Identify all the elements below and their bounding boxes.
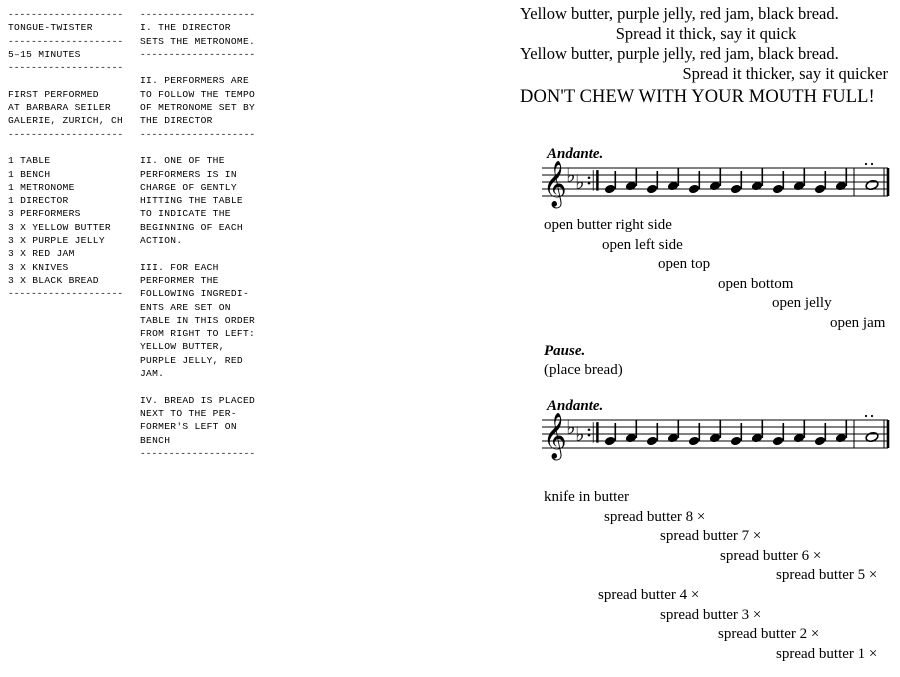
mono-line: BEGINNING OF EACH xyxy=(140,221,243,233)
flat-icon: ♭ xyxy=(575,170,585,194)
mono-line: CHARGE OF GENTLY xyxy=(140,181,237,193)
pause-note: (place bread) xyxy=(544,362,623,378)
cut-time-icon: 𝄇 xyxy=(586,167,599,197)
verse-line: Yellow butter, purple jelly, red jam, black bread. xyxy=(520,44,839,63)
staff-svg-one xyxy=(536,160,894,212)
action-line: open left side xyxy=(602,236,683,253)
tempo-marking-one: Andante. xyxy=(547,146,604,162)
materials-block xyxy=(8,154,133,300)
mono-line: OF METRONOME SET BY xyxy=(140,102,256,114)
mono-line: 3 X BLACK BREAD xyxy=(8,274,99,286)
mono-line: 3 X RED JAM xyxy=(8,248,75,260)
mono-line: 1 TABLE xyxy=(8,155,51,167)
premiere-block xyxy=(8,88,133,141)
action-line: open jelly xyxy=(772,295,832,312)
mono-line: 3 X YELLOW BUTTER xyxy=(8,221,111,233)
mono-line: III. FOR EACH xyxy=(140,261,219,273)
verse-line: Spread it thicker, say it quicker xyxy=(682,64,888,83)
music-staff-one xyxy=(536,160,894,212)
mono-line: NEXT TO THE PER- xyxy=(140,407,237,419)
score-instructions-pane xyxy=(0,0,300,677)
pause-label: Pause. xyxy=(544,343,586,359)
action-line: open jam xyxy=(830,314,886,331)
mono-line: FIRST PERFORMED xyxy=(8,88,99,100)
mono-line: TO FOLLOW THE TEMPO xyxy=(140,88,256,100)
mono-line: PURPLE JELLY, RED xyxy=(140,354,243,366)
treble-clef-icon: 𝄞 xyxy=(543,161,567,207)
shout-line: DON'T CHEW WITH YOUR MOUTH FULL! xyxy=(520,87,875,107)
mono-line: -------------------- xyxy=(8,62,124,74)
piece-pane xyxy=(520,0,900,677)
mono-line: PERFORMER THE xyxy=(140,274,219,286)
flat-icon: ♭ xyxy=(575,422,585,446)
title-block xyxy=(8,8,133,74)
mono-line: -------------------- xyxy=(140,48,256,60)
mono-line: TO INDICATE THE xyxy=(140,208,231,220)
action-line: spread butter 1 × xyxy=(776,645,878,662)
mono-line: PERFORMERS IS IN xyxy=(140,168,237,180)
mono-line: HITTING THE TABLE xyxy=(140,195,243,207)
action-line: spread butter 7 × xyxy=(660,528,762,545)
instruction-i xyxy=(140,8,265,61)
mono-line: THE DIRECTOR xyxy=(140,115,213,127)
mono-line: II. PERFORMERS ARE xyxy=(140,75,250,87)
action-line: spread butter 6 × xyxy=(720,547,822,564)
tempo-marking-two: Andante. xyxy=(547,398,604,414)
staff-svg-two xyxy=(536,412,894,464)
action-line: spread butter 3 × xyxy=(660,606,762,623)
note-group xyxy=(604,420,847,446)
mono-line: I. THE DIRECTOR xyxy=(140,22,231,34)
mono-line: FOLLOWING INGREDI- xyxy=(140,288,250,300)
action-line: open top xyxy=(658,256,711,273)
cut-time-icon: 𝄇 xyxy=(586,419,599,449)
action-line: spread butter 4 × xyxy=(598,586,700,603)
mono-line: -------------------- xyxy=(8,35,124,47)
mono-line: -------------------- xyxy=(140,128,256,140)
mono-line: FROM RIGHT TO LEFT: xyxy=(140,328,256,340)
note-group xyxy=(604,168,847,194)
staccato-dots xyxy=(865,163,873,165)
mono-line: SETS THE METRONOME. xyxy=(140,35,256,47)
action-line: open butter right side xyxy=(544,217,672,233)
cascade-block-one xyxy=(520,216,898,334)
mono-line: II. ONE OF THE xyxy=(140,155,225,167)
instruction-iii xyxy=(140,261,265,381)
mono-line: BENCH xyxy=(140,434,171,446)
action-line: spread butter 5 × xyxy=(776,567,878,584)
mono-line: ACTION. xyxy=(140,235,183,247)
action-line: open bottom xyxy=(718,275,794,292)
mono-line: -------------------- xyxy=(8,288,124,300)
mono-line: 1 BENCH xyxy=(8,168,51,180)
mono-line: 1 DIRECTOR xyxy=(8,195,69,207)
mono-line: 3 PERFORMERS xyxy=(8,208,81,220)
action-line: knife in butter xyxy=(544,489,629,505)
mono-line: -------------------- xyxy=(8,9,124,20)
mono-line: ENTS ARE SET ON xyxy=(140,301,231,313)
instruction-iv xyxy=(140,394,265,460)
flat-icon: ♭ xyxy=(566,415,576,439)
mono-line: GALERIE, ZURICH, CH xyxy=(8,115,124,127)
action-line: spread butter 8 × xyxy=(604,508,706,525)
staccato-dots xyxy=(865,415,873,417)
verse-block xyxy=(520,4,892,107)
mono-line: AT BARBARA SEILER xyxy=(8,102,111,114)
instruction-ii-a xyxy=(140,74,265,140)
instruction-ii-b xyxy=(140,154,265,247)
mono-line: -------------------- xyxy=(140,447,256,459)
action-line: spread butter 2 × xyxy=(718,626,820,643)
music-staff-two xyxy=(536,412,894,464)
treble-clef-icon: 𝄞 xyxy=(543,413,567,459)
mono-line: 1 METRONOME xyxy=(8,181,75,193)
verse-line: Yellow butter, purple jelly, red jam, black bread. xyxy=(520,4,839,23)
mono-line: -------------------- xyxy=(140,9,256,20)
mono-line: FORMER'S LEFT ON xyxy=(140,421,237,433)
mono-line: TABLE IN THIS ORDER xyxy=(140,314,256,326)
mono-line: YELLOW BUTTER, xyxy=(140,341,225,353)
flat-icon: ♭ xyxy=(566,163,576,187)
score-left-column xyxy=(8,8,133,314)
mono-line: 3 X PURPLE JELLY xyxy=(8,235,105,247)
score-right-column xyxy=(140,8,265,473)
mono-line: IV. BREAD IS PLACED xyxy=(140,394,256,406)
mono-line: 5–15 MINUTES xyxy=(8,48,81,60)
mono-line: -------------------- xyxy=(8,128,124,140)
mono-line: 3 X KNIVES xyxy=(8,261,69,273)
verse-line: Spread it thick, say it quick xyxy=(615,24,797,43)
mono-line: TONGUE-TWISTER xyxy=(8,22,93,34)
cascade-block-two xyxy=(520,488,898,664)
mono-line: JAM. xyxy=(140,368,165,380)
